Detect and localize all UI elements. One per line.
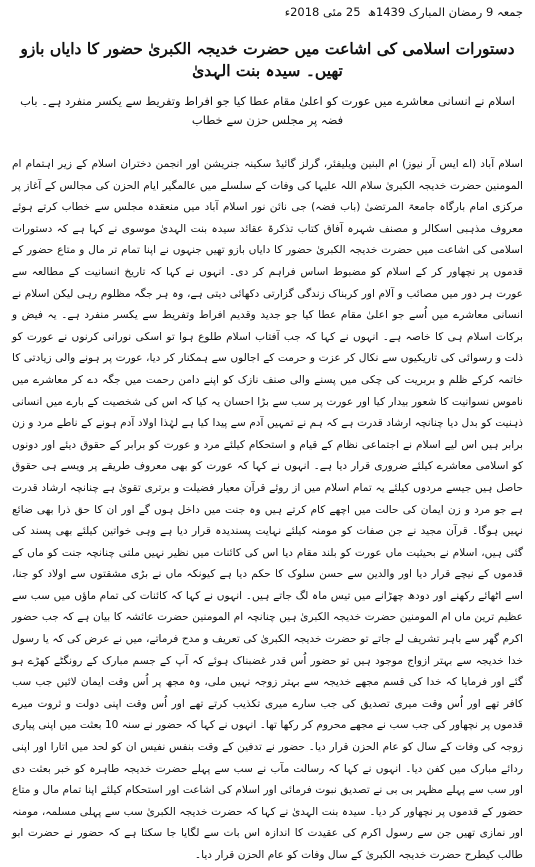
dateline: جمعہ 9 رمضان المبارک 1439ھ ‏ 25 مئی 2018ء <box>284 5 523 19</box>
subheadline: اسلام نے انسانی معاشرے میں عورت کو اعلیٰ مقام عطا کیا جو افراط وتفریط سے یکسر منفرد ہے۔ باب فضہ پر مجلس حزن سے خطاب <box>20 94 515 127</box>
headline: دستورات اسلامی کی اشاعت میں حضرت خدیجہ الکبریٰ حضور کا دایاں بازو تھیں۔ سیدہ بنت الہدیٰ <box>20 39 515 80</box>
article-body: اسلام آباد (اے ایس آر نیوز) ام البنین ویلیفئر، گرلز گائیڈ سکینہ جنریشن اور انجمن دختران اسلام کے زیر اہتمام ام المومنین حضرت خدیجہ الکبریٰ سلام اللہ علیہا کی وفات کے سلسلے میں عالمگیر ایام الحزن کی مجالس کے آغاز پر مرکزی امام بارگاہ جامعۃ المرتضیٰ (باب فضہ) جی نائن نور اسلام آباد میں منعقدہ مجلس سے خطاب کرتے ہوئے معروف مذہبی اسکالر و مصنف شہرہ آفاق کتاب تذکرۃ عقائد سیدہ بنت الہدیٰ موسوی نے کہا ہے کہ دستورات اسلامی کی اشاعت میں حضرت خدیجہ الکبریٰ حضور کا دایاں بازو تھیں جنہوں نے اپنا تمام تر مال و متاع حضور کے قدموں پر نچھاور کر کے اسلام کو مضبوط اساس فراہم کر دی۔ انہوں نے کہا کہ تاریخ انسانیت کے مطالعہ سے عورت ہر دور میں مصائب و آلام اور کربناک زندگی گزارتی دکھائی دیتی ہے، وہ ہر جگہ مظلوم رہی لیکن اسلام نے انسانی معاشرے میں اُسے جو اعلیٰ مقام عطا کیا جو جدید وقدیم افراط وتفریط سے یکسر منفرد ہے۔ یہ فیض و برکات اسلام ہی کا خاصہ ہے۔ انہوں نے کہا کہ جب آفتاب اسلام طلوع ہوا تو اسکی نورانی کرنوں نے عورت کو ذلت و رسوائی کی تاریکیوں سے نکال کر عزت و حرمت کے اجالوں سے ہمکنار کر دیا، عورت پر ہونے والی زیادتی کا خاتمہ کرکے ظلم و بربریت کی چکی میں پسنے والی صنف نازک کو اپنے دامن رحمت میں جگہ دے کر معاشرے میں ناموس نسوانیت کا شعور بیدار کیا اور عورت پر سب سے بڑا احسان یہ کیا کہ اس کی شخصیت کے بارے میں انسانی ذہنیت کو بدل دیا چنانچہ ارشاد قدرت ہے کہ ہم نے تمہیں آدم سے پیدا کیا ہے لہٰذا اولاد آدم ہونے کے ناطے مرد و زن برابر ہیں اس لیے اسلام نے اجتماعی نظام کے قیام و استحکام کیلئے مرد و عورت کو برابر کے حقوق دیئے اور دونوں کو اسلامی معاشرے کیلئے ضروری قرار دیا ہے۔ انہوں نے کہا کہ عورت کو بھی معروف طریقے پر ویسے ہی حقوق حاصل ہیں جیسے مردوں کیلئے یہ تمام اسلام میں از روئے قرآن معیار فضیلت و برتری تقویٰ ہے چنانچہ ارشاد قدرت ہے جو مرد و زن ایمان کی حالت میں اچھے کام کرتے ہیں وہ جنت میں داخل ہوں گے اور ان کا حق ذرا بھی ضائع نہیں ہوگا۔ قرآن مجید نے جن صفات کو مومنہ کیلئے نہایت پسندیدہ قرار دیا ہے وہی خواتین کیلئے بھی پسند کی گئی ہیں، اسلام نے بحیثیت ماں عورت کو بلند مقام دیا اس کی کائنات میں نظیر نہیں ملتی چنانچہ جنت کو ماں کے قدموں کے نیچے قرار دیا اور والدین سے حسن سلوک کا حکم دیا ہے کیونکہ ماں نے بڑی مشقتوں سے اولاد کو جنا، اسے اٹھائے رکھنے اور دودھ چھڑانے میں تیس ماہ لگ جاتے ہیں۔ انہوں نے کہا کہ کائنات کی تمام ماؤں میں سب سے عظیم ترین ماں ام المومنین حضرت خدیجہ الکبریٰ ہیں چنانچہ ام المومنین حضرت عائشہ کا بیان ہے کہ جب حضور اکرم گھر سے باہر تشریف لے جاتے تو حضرت خدیجہ الکبریٰ کی تعریف و مدح فرماتے، میں نے عرض کی کہ یا رسول خدا خدیجہ سے بہتر ازواج موجود ہیں تو حضور اُس قدر غضبناک ہوئے کہ آپ کے جسم مبارک کے رونگٹے کھڑے ہو گئے اور فرمایا کہ خدا کی قسم مجھے خدیجہ سے بہتر زوجہ نہیں ملی، وہ مجھ پر اُس وقت ایمان لائیں جب سب کافر تھے اور اُس وقت میری تصدیق کی جب سارے میری تکذیب کرتے تھے اور اُس وقت اپنی دولت و ثروت میرے قدموں پر نچھاور کی جب سب نے مجھے محروم کر رکھا تھا۔ انہوں نے کہا کہ حضور نے سنہ 10 بعثت میں اپنی پیاری زوجہ کی وفات کے سال کو عام الحزن قرار دیا۔ حضور نے تدفین کے وقت بنفس نفیس ان کو لحد میں اتارا اور اپنی ردائے مبارک میں کفن دیا۔ انہوں نے کہا کہ رسالت مآب نے سب سے پہلے حضرت خدیجہ طاہرہ کو خبر بعثت دی اور سب سے پہلے مظہر بی بی نے تصدیق نبوت فرمائی اور اسلام کی اشاعت اور استحکام کیلئے اپنا تمام مال و متاع حضور کے قدموں پر نچھاور کر دیا۔ سیدہ بنت الہدیٰ نے کہا کہ حضرت خدیجہ الکبریٰ سب سے پہلی مسلمہ، مومنہ اور نمازی تھیں جن سے رسول اکرم کی عقیدت کا اندازہ اس بات سے لگایا جا سکتا ہے کہ حضور نے حضرت ابو طالب کیطرح حضرت خدیجہ الکبریٰ کے سال وفات کو عام الحزن قرار دیا۔ <box>12 158 523 861</box>
